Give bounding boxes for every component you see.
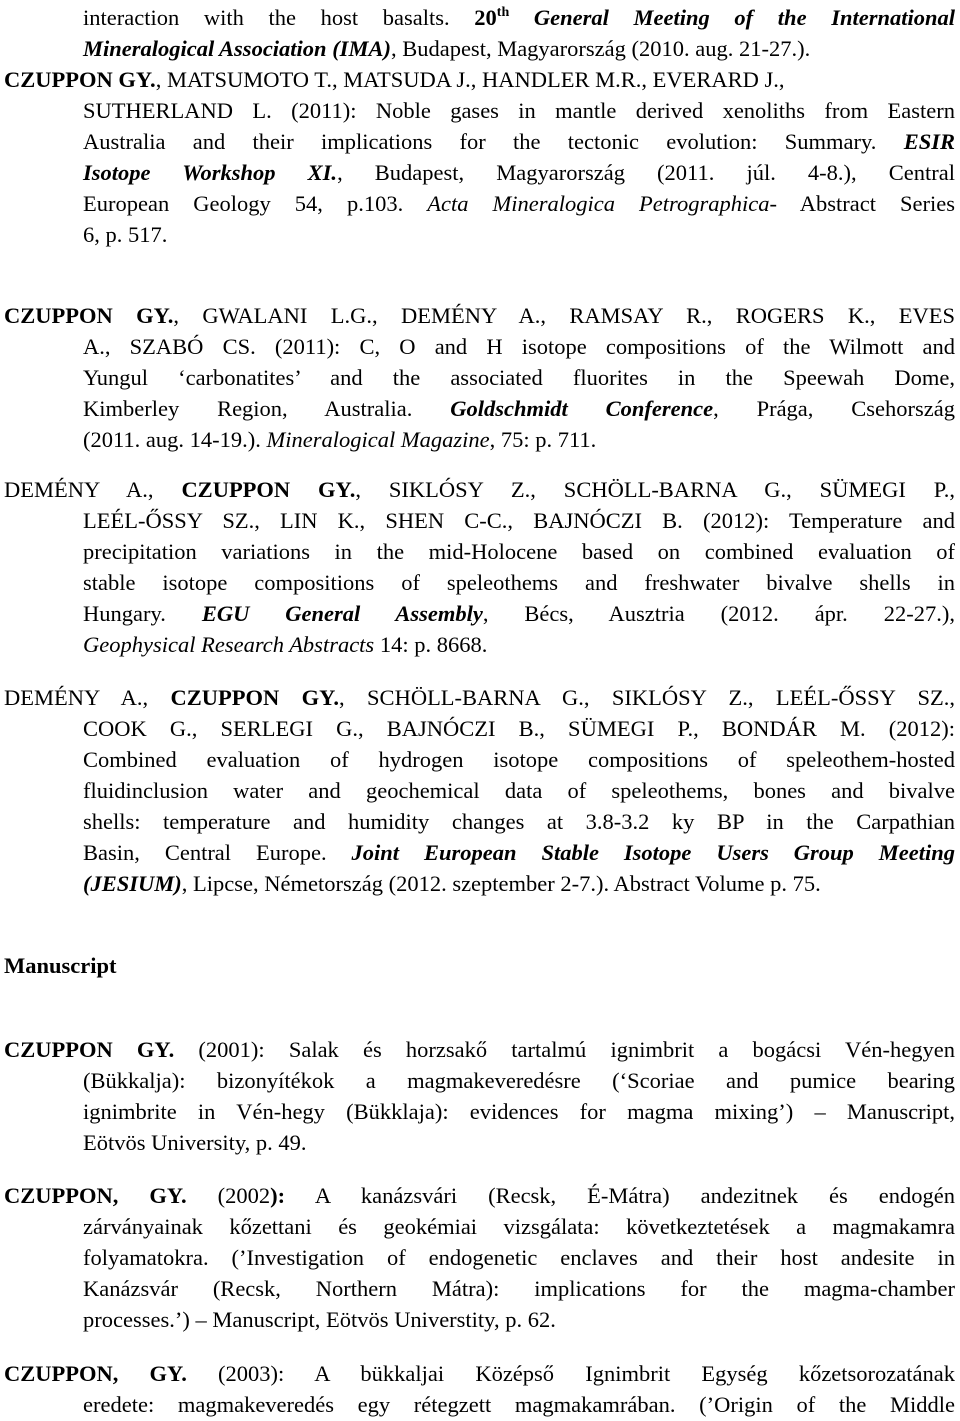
reference-entry <box>4 64 955 250</box>
reference-line: Kanázsvár (Recsk, Northern Mátra): implications for the magma-chamber <box>83 1276 955 1301</box>
reference-line: stable isotope compositions of speleothems and freshwater bivalve shells in <box>83 570 955 595</box>
reference-line: European Geology 54, p.103. Acta Mineralogica Petrographica- Abstract Series <box>83 191 955 216</box>
reference-entry <box>4 1358 955 1420</box>
reference-line: Hungary. EGU General Assembly, Bécs, Ausztria (2012. ápr. 22-27.), <box>83 601 955 626</box>
reference-line: LEÉL-ŐSSY SZ., LIN K., SHEN C-C., BAJNÓCZI B. (2012): Temperature and <box>83 508 955 533</box>
reference-line: DEMÉNY A., CZUPPON GY., SCHÖLL-BARNA G., SIKLÓSY Z., LEÉL-ŐSSY SZ., <box>4 685 955 710</box>
reference-line: Combined evaluation of hydrogen isotope compositions of speleothem-hosted <box>83 747 955 772</box>
reference-line: Kimberley Region, Australia. Goldschmidt Conference, Prága, Csehország <box>83 396 955 421</box>
reference-line: CZUPPON, GY. (2003): A bükkaljai Középső Ignimbrit Egység kőzetsorozatának <box>4 1361 955 1386</box>
reference-line: precipitation variations in the mid-Holocene based on combined evaluation of <box>83 539 955 564</box>
reference-line: CZUPPON GY. (2001): Salak és horzsakő tartalmú ignimbrit a bogácsi Vén-hegyen <box>4 1037 955 1062</box>
reference-line: Yungul ‘carbonatites’ and the associated fluorites in the Speewah Dome, <box>83 365 955 390</box>
reference-line: eredete: magmakeveredés egy rétegzett magmakamrában. (’Origin of the Middle <box>83 1392 955 1417</box>
reference-line: 6, p. 517. <box>83 222 168 247</box>
reference-entry <box>4 474 955 660</box>
reference-line: Basin, Central Europe. Joint European Stable Isotope Users Group Meeting <box>83 840 955 865</box>
reference-entry <box>4 300 955 455</box>
reference-line: ignimbrite in Vén-hegy (Bükklaja): evidences for magma mixing’) – Manuscript, <box>83 1099 955 1124</box>
reference-line: SUTHERLAND L. (2011): Noble gases in mantle derived xenoliths from Eastern <box>83 98 955 123</box>
reference-line: CZUPPON, GY. (2002): A kanázsvári (Recsk, É-Mátra) andezitnek és endogén <box>4 1183 955 1208</box>
reference-line: (Bükkalja): bizonyítékok a magmakeveredésre (‘Scoriae and pumice bearing <box>83 1068 955 1093</box>
reference-entry <box>4 682 955 899</box>
reference-line: CZUPPON GY., MATSUMOTO T., MATSUDA J., HANDLER M.R., EVERARD J., <box>4 67 785 92</box>
reference-entry <box>83 2 955 64</box>
reference-line: shells: temperature and humidity changes at 3.8-3.2 ky BP in the Carpathian <box>83 809 955 834</box>
reference-line: CZUPPON GY., GWALANI L.G., DEMÉNY A., RAMSAY R., ROGERS K., EVES <box>4 303 955 328</box>
reference-line: zárványainak kőzettani és geokémiai vizsgálata: következtetések a magmakamra <box>83 1214 955 1239</box>
reference-entry <box>4 1034 955 1158</box>
reference-line: (2011. aug. 14-19.). Mineralogical Magazine, 75: p. 711. <box>83 427 597 452</box>
reference-line: Geophysical Research Abstracts 14: p. 8668. <box>83 632 488 657</box>
reference-line: processes.’) – Manuscript, Eötvös Universtity, p. 62. <box>83 1307 556 1332</box>
reference-line: (JESIUM), Lipcse, Németország (2012. szeptember 2-7.). Abstract Volume p. 75. <box>83 871 821 896</box>
reference-line: A., SZABÓ CS. (2011): C, O and H isotope compositions of the Wilmott and <box>83 334 955 359</box>
reference-line: Mineralogical Association (IMA), Budapest, Magyarország (2010. aug. 21-27.). <box>83 36 811 61</box>
reference-line: fluidinclusion water and geochemical data of speleothems, bones and bivalve <box>83 778 955 803</box>
reference-line: interaction with the host basalts. 20th General Meeting of the International <box>83 5 955 30</box>
reference-line: COOK G., SERLEGI G., BAJNÓCZI B., SÜMEGI P., BONDÁR M. (2012): <box>83 716 955 741</box>
reference-entry <box>4 1180 955 1335</box>
reference-line: folyamatokra. (’Investigation of endogenetic enclaves and their host andesite in <box>83 1245 955 1270</box>
reference-line: Eötvös University, p. 49. <box>83 1130 307 1155</box>
reference-line: DEMÉNY A., CZUPPON GY., SIKLÓSY Z., SCHÖLL-BARNA G., SÜMEGI P., <box>4 477 955 502</box>
reference-line: Australia and their implications for the tectonic evolution: Summary. ESIR <box>83 129 955 154</box>
section-heading: Manuscript <box>4 953 117 978</box>
reference-line: Isotope Workshop XI., Budapest, Magyarország (2011. júl. 4-8.), Central <box>83 160 955 185</box>
